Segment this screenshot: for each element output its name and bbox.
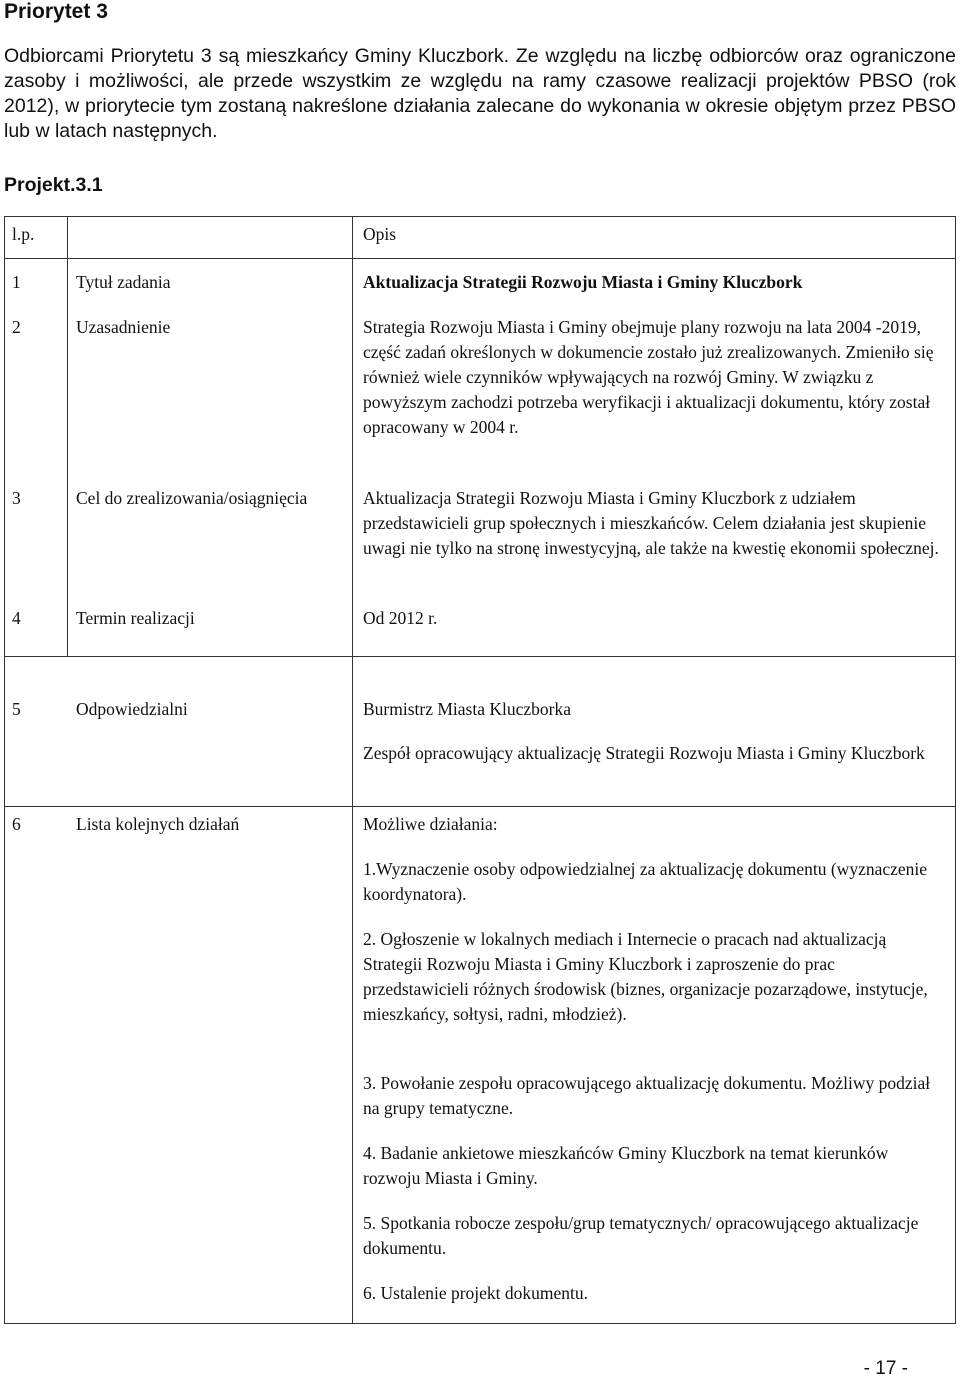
row-label: Lista kolejnych działań [76,814,240,834]
row-number: 1 [12,272,21,292]
row-label: Termin realizacji [76,608,195,628]
page-heading: Priorytet 3 [4,0,108,23]
table-divider [352,216,353,1324]
row-description: Strategia Rozwoju Miasta i Gminy obejmuje plany rozwoju na lata 2004 -2019, część zadań określonych w dokumencie zostało już zrealizowanych. Zmieniło się również wiele czynników wpływających na rozwój Gminy. W związku z powyższym zachodzi potrzeba weryfikacji i aktualizacji dokumentu, który został opracowany w 2004 r. [363,317,934,437]
row-description: Aktualizacja Strategii Rozwoju Miasta i Gminy Kluczbork [363,272,803,292]
column-header-lp: l.p. [12,224,35,244]
row-number: 4 [12,608,21,628]
table-divider [67,216,68,656]
row-description: Możliwe działania: [363,814,498,834]
action-item: 4. Badanie ankietowe mieszkańców Gminy Kluczbork na temat kierunków rozwoju Miasta i Gminy. [363,1143,889,1188]
row-description: Aktualizacja Strategii Rozwoju Miasta i Gminy Kluczbork z udziałem przedstawicieli grup społecznych i mieszkańców. Celem działania jest skupienie uwagi nie tylko na stronę inwestycyjną, ale także na kwestię ekonomii społecznej. [363,488,939,558]
row-label: Cel do zrealizowania/osiągnięcia [76,488,308,508]
project-title: Projekt.3.1 [4,174,103,196]
row-description: Burmistrz Miasta Kluczborka [363,699,572,719]
row-label: Odpowiedzialni [76,699,188,719]
action-item: 1.Wyznaczenie osoby odpowiedzialnej za aktualizację dokumentu (wyznaczenie koordynatora). [363,859,928,904]
row-number: 3 [12,488,21,508]
row-label: Uzasadnienie [76,317,171,337]
table-divider [4,806,956,807]
row-number: 6 [12,814,21,834]
row-number: 5 [12,699,21,719]
action-item: 2. Ogłoszenie w lokalnych mediach i Internecie o pracach nad aktualizacją Strategii Rozwoju Miasta i Gminy Kluczbork i zaproszenie do prac przedstawicieli różnych środowisk (biznes, organizacje pozarządowe, instytucje, mieszkańcy, sołtysi, radni, młodzież). [363,929,928,1024]
row-description: Zespół opracowujący aktualizację Strategii Rozwoju Miasta i Gminy Kluczbork [363,743,925,763]
row-description: Od 2012 r. [363,608,438,628]
table-divider [4,258,956,259]
table-divider [4,656,956,657]
row-label: Tytuł zadania [76,272,171,292]
intro-paragraph: Odbiorcami Priorytetu 3 są mieszkańcy Gminy Kluczbork. Ze względu na liczbę odbiorców oraz ograniczone zasoby i możliwości, ale przede wszystkim ze względu na ramy czasowe realizacji projektów PBSO (rok 2012), w priorytecie tym zostaną nakreślone działania zalecane do wykonania w okresie objętym przez PBSO lub w latach następnych. [4,45,956,142]
action-item: 5. Spotkania robocze zespołu/grup tematycznych/ opracowującego aktualizacje dokumentu. [363,1213,919,1258]
page-number: - 17 - [863,1358,908,1379]
action-item: 3. Powołanie zespołu opracowującego aktualizację dokumentu. Możliwy podział na grupy tematyczne. [363,1073,931,1118]
action-item: 6. Ustalenie projekt dokumentu. [363,1283,589,1303]
row-number: 2 [12,317,21,337]
column-header-opis: Opis [363,224,397,244]
